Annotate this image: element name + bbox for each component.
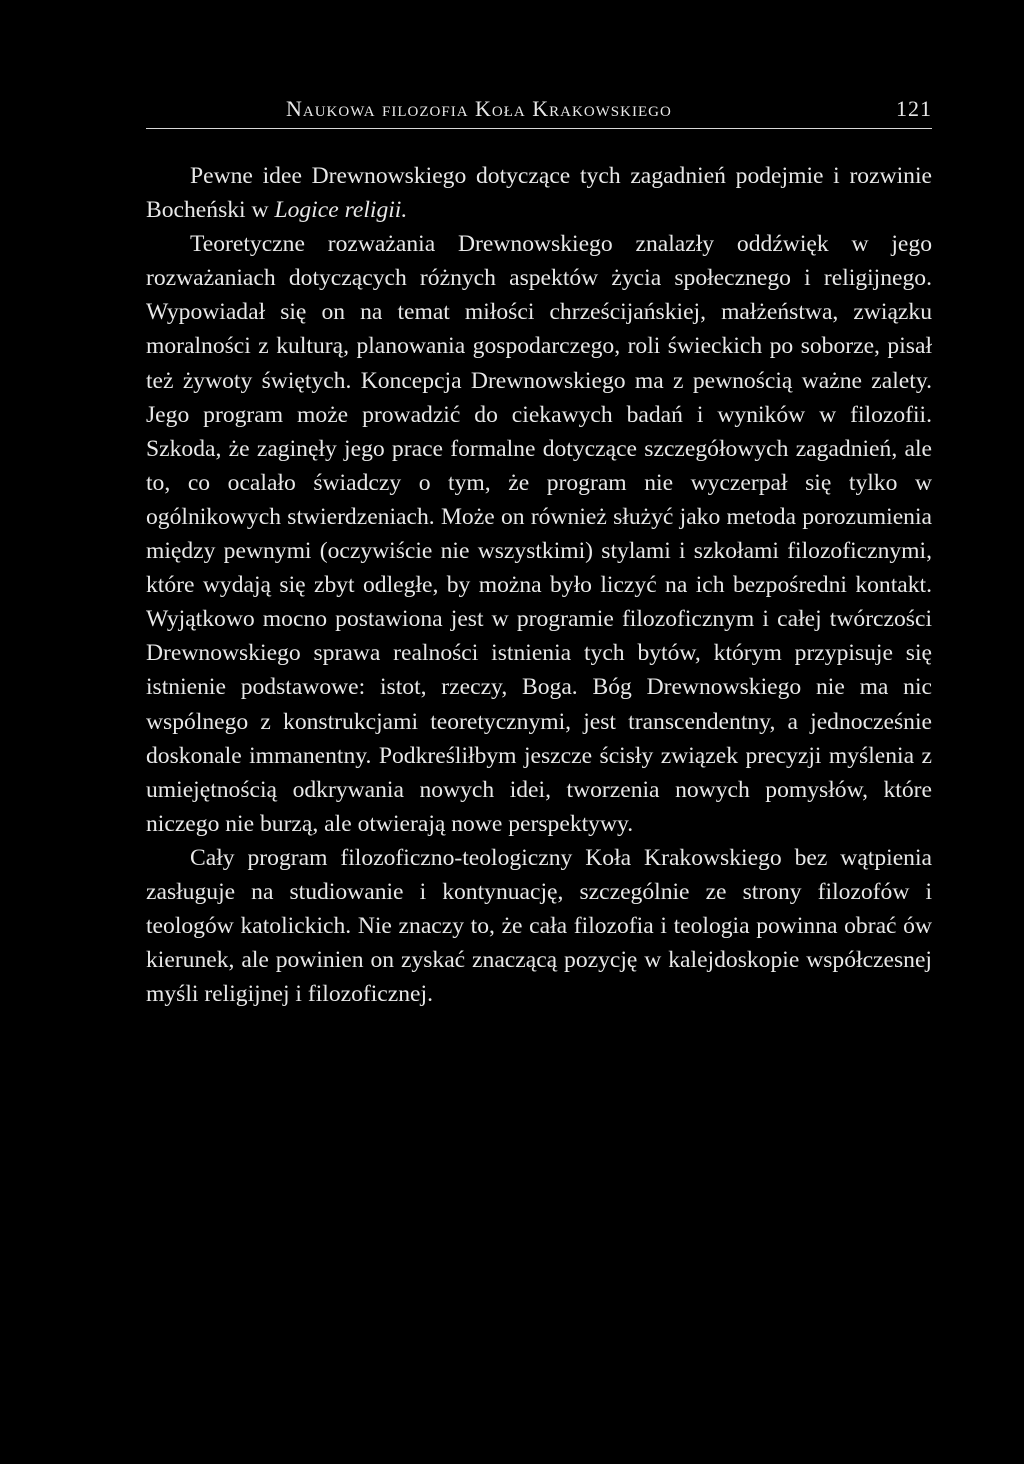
- page-number: 121: [896, 96, 932, 121]
- book-title: Logice religii.: [274, 197, 408, 224]
- body-text: [146, 159, 932, 1011]
- running-title: Naukowa filozofia Koła Krakowskiego: [286, 96, 672, 121]
- paragraph-1: [146, 159, 932, 227]
- paragraph-3: Cały program filozoficzno-teologiczny Koła Krakowskiego bez wątpienia zasługuje na studiowanie i kontynuację, szczególnie ze strony filozofów i teologów katolickich. Nie znaczy to, że cała filozofia i teologia powinna obrać ów kierunek, ale powinien on zyskać znaczącą pozycję w kalejdoskopie współczesnej myśli religijnej i filozoficznej.: [146, 844, 932, 1008]
- running-head: [146, 96, 932, 129]
- paragraph-2: Teoretyczne rozważania Drewnowskiego znalazły oddźwięk w jego rozważaniach dotyczących różnych aspektów życia społecznego i religijnego. Wypowiadał się on na temat miłości chrześcijańskiej, małżeństwa, związku moralności z kulturą, planowania gospodarczego, roli świeckich po soborze, pisał też żywoty świętych. Koncepcja Drewnowskiego ma z pewnością ważne zalety. Jego program może prowadzić do ciekawych badań i wyników w filozofii. Szkoda, że zaginęły jego prace formalne dotyczące szczegółowych zagadnień, ale to, co ocalało świadczy o tym, że program nie wyczerpał się tylko w ogólnikowych stwierdzeniach. Może on również służyć jako metoda porozumienia między pewnymi (oczywiście nie wszystkimi) stylami i szkołami filozoficznymi, które wydają się zbyt odległe, by można było liczyć na ich bezpośredni kontakt. Wyjątkowo mocno postawiona jest w programie filozoficznym i całej twórczości Drewnowskiego sprawa realności istnienia tych bytów, którym przypisuje się istnienie podstawowe: istot, rzeczy, Boga. Bóg Drewnowskiego nie ma nic wspólnego z konstrukcjami teoretycznymi, jest transcendentny, a jednocześnie doskonale immanentny. Podkreśliłbym jeszcze ścisły związek precyzji myślenia z umiejętnością odkrywania nowych idei, tworzenia nowych pomysłów, które niczego nie burzą, ale otwierają nowe perspektywy.: [146, 231, 932, 837]
- document-page: [146, 96, 932, 1011]
- paragraph-1-text: Pewne idee Drewnowskiego dotyczące tych zagadnień podejmie i rozwinie Bocheński w: [146, 163, 932, 224]
